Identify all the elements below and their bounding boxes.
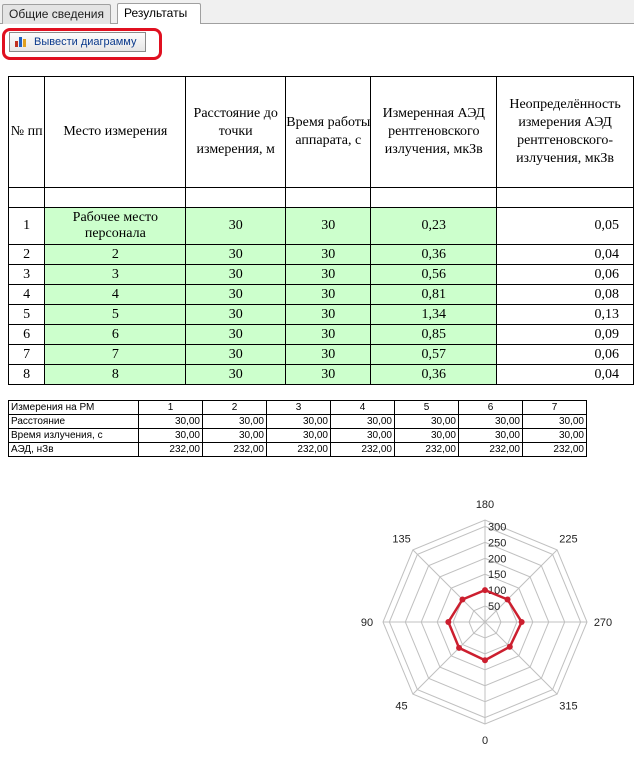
summary-cell: 30,00 [139, 429, 203, 443]
table-row[interactable] [9, 325, 634, 345]
radar-tick-label: 50 [488, 601, 501, 614]
cell-time[interactable]: 30 [286, 245, 371, 265]
radar-tick-label: 300 [488, 521, 507, 534]
cell-place[interactable]: 7 [45, 345, 186, 365]
cell-uncertainty: 0,06 [497, 265, 634, 285]
summary-row-label: Расстояние [9, 415, 139, 429]
cell-distance[interactable]: 30 [186, 365, 286, 385]
cell-uncertainty: 0,13 [497, 305, 634, 325]
cell-place[interactable]: 3 [45, 265, 186, 285]
cell-place[interactable]: 5 [45, 305, 186, 325]
cell-place[interactable]: 6 [45, 325, 186, 345]
show-chart-label: Вывести диаграмму [34, 36, 137, 48]
cell-uncertainty: 0,05 [497, 208, 634, 245]
summary-cell: 232,00 [203, 443, 267, 457]
results-table [8, 76, 634, 385]
radar-chart [350, 490, 630, 760]
summary-cell: 30,00 [459, 429, 523, 443]
results-sheet [8, 76, 634, 385]
cell-num: 6 [9, 325, 45, 345]
radar-data-point [482, 587, 488, 593]
cell-dose[interactable]: 0,36 [371, 365, 497, 385]
cell-time[interactable]: 30 [286, 265, 371, 285]
summary-row [9, 415, 587, 429]
tab-results[interactable]: Результаты [117, 3, 201, 25]
cell-distance[interactable]: 30 [186, 345, 286, 365]
radar-tick-label: 100 [488, 585, 507, 598]
radar-data-point [445, 619, 451, 625]
radar-data-point [507, 644, 513, 650]
header-dose: Измеренная АЭД рентгеновского излучения, мкЗв [371, 77, 497, 188]
cell-distance[interactable]: 30 [186, 245, 286, 265]
cell-place[interactable]: 4 [45, 285, 186, 305]
summary-cell: 30,00 [523, 429, 587, 443]
cell-place[interactable]: Рабочее место персонала [45, 208, 186, 245]
cell-distance[interactable]: 30 [186, 208, 286, 245]
radar-angle-label: 45 [395, 700, 408, 713]
cell-place[interactable]: 2 [45, 245, 186, 265]
header-uncertainty: Неопределённость измерения АЭД рентгеновского-излучения, мкЗв [497, 77, 634, 188]
radar-spoke [413, 622, 485, 694]
summary-cell: 232,00 [139, 443, 203, 457]
cell-dose[interactable]: 0,23 [371, 208, 497, 245]
cell-time[interactable]: 30 [286, 325, 371, 345]
summary-cell: 30,00 [395, 429, 459, 443]
table-row[interactable] [9, 208, 634, 245]
cell-uncertainty: 0,04 [497, 245, 634, 265]
summary-col: 2 [203, 401, 267, 415]
summary-cell: 232,00 [459, 443, 523, 457]
summary-cell: 232,00 [267, 443, 331, 457]
summary-row [9, 443, 587, 457]
summary-col: 4 [331, 401, 395, 415]
summary-cell: 30,00 [459, 415, 523, 429]
cell-num: 4 [9, 285, 45, 305]
cell-dose[interactable]: 0,57 [371, 345, 497, 365]
header-place: Место измерения [45, 77, 186, 188]
radar-tick-label: 150 [488, 569, 507, 582]
summary-row-label: Время излучения, с [9, 429, 139, 443]
toolbar [0, 24, 634, 62]
cell-num: 1 [9, 208, 45, 245]
radar-spoke [485, 622, 557, 694]
table-row[interactable] [9, 305, 634, 325]
summary-table [8, 400, 587, 457]
table-row[interactable] [9, 345, 634, 365]
cell-num: 8 [9, 365, 45, 385]
summary-cell: 30,00 [395, 415, 459, 429]
radar-spoke [413, 550, 485, 622]
cell-dose[interactable]: 0,36 [371, 245, 497, 265]
cell-dose[interactable]: 1,34 [371, 305, 497, 325]
tab-bar [0, 0, 634, 24]
summary-col: 6 [459, 401, 523, 415]
header-num: № пп [9, 77, 45, 188]
cell-uncertainty: 0,08 [497, 285, 634, 305]
cell-distance[interactable]: 30 [186, 285, 286, 305]
cell-dose[interactable]: 0,81 [371, 285, 497, 305]
radar-data-point [459, 596, 465, 602]
bar-chart-icon [14, 35, 28, 47]
summary-cell: 30,00 [331, 415, 395, 429]
radar-angle-label: 270 [593, 617, 613, 629]
table-row[interactable] [9, 265, 634, 285]
cell-distance[interactable]: 30 [186, 325, 286, 345]
radar-tick-label: 200 [488, 553, 507, 566]
radar-data-point [482, 657, 488, 663]
radar-data-point [456, 645, 462, 651]
radar-tick-label: 250 [488, 537, 507, 550]
cell-num: 7 [9, 345, 45, 365]
cell-uncertainty: 0,09 [497, 325, 634, 345]
summary-cell: 232,00 [523, 443, 587, 457]
header-distance: Расстояние до точки измерения, м [186, 77, 286, 188]
summary-cell: 30,00 [267, 429, 331, 443]
radar-angle-label: 0 [481, 735, 489, 747]
summary-cell: 30,00 [267, 415, 331, 429]
summary-row [9, 429, 587, 443]
summary-cell: 30,00 [331, 429, 395, 443]
radar-angle-label: 225 [559, 533, 578, 546]
cell-uncertainty: 0,06 [497, 345, 634, 365]
cell-time[interactable]: 30 [286, 345, 371, 365]
summary-row-label: АЭД, нЗв [9, 443, 139, 457]
table-row[interactable] [9, 285, 634, 305]
cell-time[interactable]: 30 [286, 305, 371, 325]
cell-place[interactable]: 8 [45, 365, 186, 385]
summary-cell: 30,00 [523, 415, 587, 429]
summary-col: 3 [267, 401, 331, 415]
table-row[interactable] [9, 245, 634, 265]
table-row[interactable] [9, 365, 634, 385]
cell-num: 2 [9, 245, 45, 265]
cell-distance[interactable]: 30 [186, 305, 286, 325]
cell-num: 5 [9, 305, 45, 325]
header-time: Время работы аппарата, с [286, 77, 371, 188]
show-chart-button[interactable] [9, 32, 146, 52]
cell-time[interactable]: 30 [286, 208, 371, 245]
radar-angle-label: 90 [360, 617, 374, 629]
radar-angle-label: 315 [559, 700, 578, 713]
cell-distance[interactable]: 30 [186, 265, 286, 285]
summary-col: 7 [523, 401, 587, 415]
summary-col: 5 [395, 401, 459, 415]
summary-cell: 232,00 [395, 443, 459, 457]
radar-data-point [505, 596, 511, 602]
summary-header-label: Измерения на РМ [9, 401, 139, 415]
radar-angle-label: 180 [475, 499, 495, 511]
cell-time[interactable]: 30 [286, 365, 371, 385]
summary-cell: 30,00 [203, 415, 267, 429]
cell-uncertainty: 0,04 [497, 365, 634, 385]
radar-angle-label: 135 [392, 533, 411, 546]
summary-cell: 30,00 [203, 429, 267, 443]
cell-time[interactable]: 30 [286, 285, 371, 305]
cell-num: 3 [9, 265, 45, 285]
summary-cell: 30,00 [139, 415, 203, 429]
radar-data-point [519, 619, 525, 625]
summary-col: 1 [139, 401, 203, 415]
tab-general-info[interactable]: Общие сведения [2, 4, 111, 24]
summary-cell: 232,00 [331, 443, 395, 457]
cell-dose[interactable]: 0,85 [371, 325, 497, 345]
cell-dose[interactable]: 0,56 [371, 265, 497, 285]
